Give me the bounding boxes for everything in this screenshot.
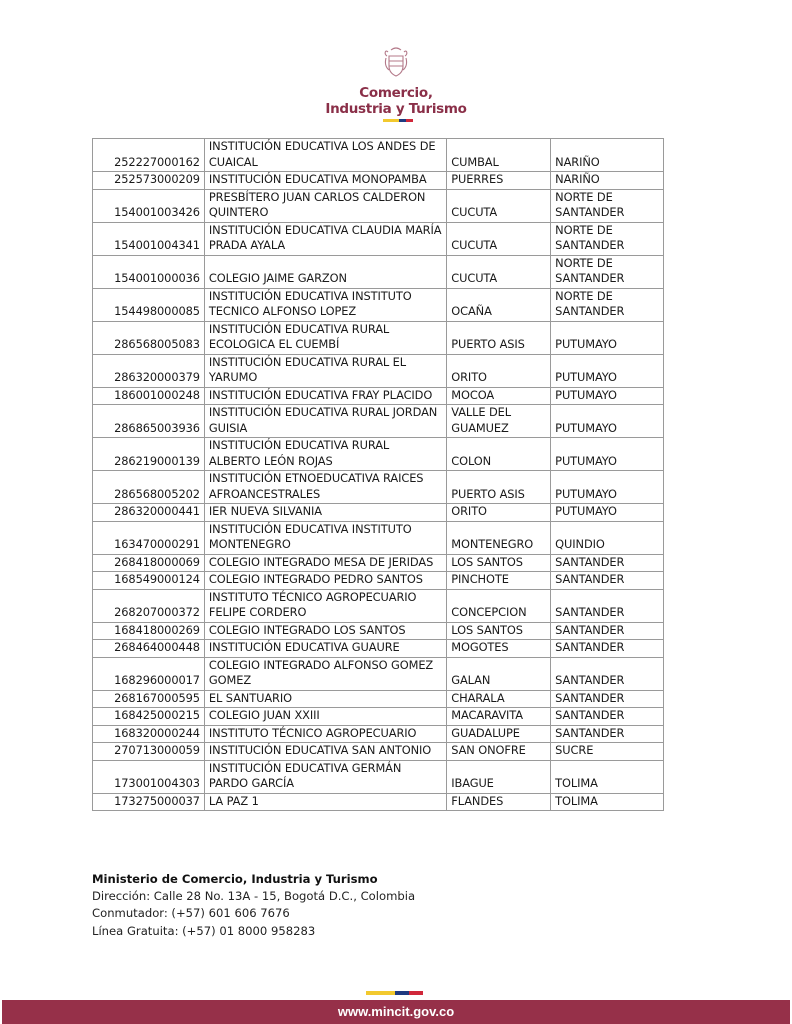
school-name: COLEGIO INTEGRADO ALFONSO GOMEZ GOMEZ: [204, 657, 446, 690]
school-name: INSTITUCIÓN ETNOEDUCATIVA RAICES AFROANCESTRALES: [204, 471, 446, 504]
school-code: 252573000209: [93, 172, 205, 190]
school-code: 286320000441: [93, 504, 205, 522]
table-row: [93, 572, 664, 590]
municipality: LOS SANTOS: [447, 622, 551, 640]
table-row: [93, 725, 664, 743]
department: TOLIMA: [551, 760, 664, 793]
table-row: [93, 354, 664, 387]
school-code: 268464000448: [93, 640, 205, 658]
municipality: ORITO: [447, 354, 551, 387]
municipality: MOCOA: [447, 387, 551, 405]
municipality: GUADALUPE: [447, 725, 551, 743]
school-code: 286219000139: [93, 438, 205, 471]
header-logo: [0, 0, 792, 130]
school-name: INSTITUCIÓN EDUCATIVA INSTITUTO TECNICO ALFONSO LOPEZ: [204, 288, 446, 321]
municipality: CONCEPCION: [447, 589, 551, 622]
table-row: [93, 554, 664, 572]
school-name: INSTITUCIÓN EDUCATIVA MONOPAMBA: [204, 172, 446, 190]
municipality: PUERTO ASIS: [447, 471, 551, 504]
department: SANTANDER: [551, 657, 664, 690]
municipality: CUCUTA: [447, 222, 551, 255]
school-code: 168425000215: [93, 708, 205, 726]
municipality: PINCHOTE: [447, 572, 551, 590]
municipality: IBAGUE: [447, 760, 551, 793]
school-code: 168296000017: [93, 657, 205, 690]
footer-flag-yellow: [366, 991, 395, 995]
table-row: [93, 793, 664, 811]
department: PUTUMAYO: [551, 471, 664, 504]
footer-bar: [2, 1000, 790, 1024]
school-code: 154498000085: [93, 288, 205, 321]
school-name: INSTITUTO TÉCNICO AGROPECUARIO FELIPE CORDERO: [204, 589, 446, 622]
table-row: [93, 760, 664, 793]
school-code: 286568005083: [93, 321, 205, 354]
school-code: 286320000379: [93, 354, 205, 387]
footer-contact: [92, 871, 415, 940]
school-name: INSTITUCIÓN EDUCATIVA LOS ANDES DE CUAICAL: [204, 139, 446, 172]
footer-flag-red: [409, 991, 423, 995]
table-row: [93, 521, 664, 554]
department: PUTUMAYO: [551, 438, 664, 471]
school-code: 268207000372: [93, 589, 205, 622]
municipality: SAN ONOFRE: [447, 743, 551, 761]
school-name: INSTITUCIÓN EDUCATIVA SAN ANTONIO: [204, 743, 446, 761]
municipality: GALAN: [447, 657, 551, 690]
department: SANTANDER: [551, 708, 664, 726]
website-link[interactable]: www.mincit.gov.co: [337, 1004, 455, 1019]
department: SUCRE: [551, 743, 664, 761]
school-name: INSTITUCIÓN EDUCATIVA RURAL ALBERTO LEÓN ROJAS: [204, 438, 446, 471]
department: PUTUMAYO: [551, 504, 664, 522]
school-code: 186001000248: [93, 387, 205, 405]
department: SANTANDER: [551, 554, 664, 572]
school-name: LA PAZ 1: [204, 793, 446, 811]
school-code: 168320000244: [93, 725, 205, 743]
table-row: [93, 321, 664, 354]
school-code: 154001003426: [93, 189, 205, 222]
schools-table: [92, 138, 664, 811]
address: Dirección: Calle 28 No. 13A - 15, Bogotá D.C., Colombia: [92, 889, 416, 904]
department: SANTANDER: [551, 589, 664, 622]
school-name: INSTITUCIÓN EDUCATIVA FRAY PLACIDO: [204, 387, 446, 405]
flag-stripe-red: [406, 119, 413, 122]
table-row: [93, 504, 664, 522]
table-row: [93, 622, 664, 640]
department: PUTUMAYO: [551, 405, 664, 438]
school-code: 268167000595: [93, 690, 205, 708]
municipality: LOS SANTOS: [447, 554, 551, 572]
table-row: [93, 189, 664, 222]
school-name: COLEGIO JUAN XXIII: [204, 708, 446, 726]
department: NARIÑO: [551, 139, 664, 172]
municipality: MONTENEGRO: [447, 521, 551, 554]
table-row: [93, 708, 664, 726]
municipality: ORITO: [447, 504, 551, 522]
table-row: [93, 288, 664, 321]
school-name: INSTITUCIÓN EDUCATIVA GUAURE: [204, 640, 446, 658]
municipality: COLON: [447, 438, 551, 471]
brand-name-line2: Industria y Turismo: [325, 101, 467, 117]
flag-stripe-blue: [399, 119, 406, 122]
school-code: 168549000124: [93, 572, 205, 590]
department: QUINDIO: [551, 521, 664, 554]
table-row: [93, 589, 664, 622]
brand-name-line1: Comercio,: [359, 85, 433, 101]
school-name: INSTITUTO TÉCNICO AGROPECUARIO: [204, 725, 446, 743]
school-name: COLEGIO INTEGRADO MESA DE JERIDAS: [204, 554, 446, 572]
department: PUTUMAYO: [551, 321, 664, 354]
department: SANTANDER: [551, 640, 664, 658]
municipality: VALLE DEL GUAMUEZ: [447, 405, 551, 438]
school-name: INSTITUCIÓN EDUCATIVA RURAL EL YARUMO: [204, 354, 446, 387]
school-name: COLEGIO INTEGRADO LOS SANTOS: [204, 622, 446, 640]
school-code: 173275000037: [93, 793, 205, 811]
municipality: PUERTO ASIS: [447, 321, 551, 354]
department: PUTUMAYO: [551, 354, 664, 387]
school-code: 154001004341: [93, 222, 205, 255]
school-name: INSTITUCIÓN EDUCATIVA RURAL JORDAN GUISIA: [204, 405, 446, 438]
department: NARIÑO: [551, 172, 664, 190]
department: SANTANDER: [551, 690, 664, 708]
municipality: CUCUTA: [447, 255, 551, 288]
table-row: [93, 640, 664, 658]
school-code: 173001004303: [93, 760, 205, 793]
municipality: CUMBAL: [447, 139, 551, 172]
municipality: OCAÑA: [447, 288, 551, 321]
municipality: CHARALA: [447, 690, 551, 708]
school-name: IER NUEVA SILVANIA: [204, 504, 446, 522]
table-row: [93, 172, 664, 190]
department: SANTANDER: [551, 725, 664, 743]
school-code: 286568005202: [93, 471, 205, 504]
coat-of-arms-icon: [382, 46, 410, 78]
department: NORTE DE SANTANDER: [551, 288, 664, 321]
switchboard-phone: Conmutador: (+57) 601 606 7676: [92, 906, 290, 921]
table-row: [93, 438, 664, 471]
department: NORTE DE SANTANDER: [551, 255, 664, 288]
school-name: INSTITUCIÓN EDUCATIVA INSTITUTO MONTENEGRO: [204, 521, 446, 554]
ministry-name: Ministerio de Comercio, Industria y Turismo: [92, 872, 378, 886]
table-row: [93, 255, 664, 288]
table-row: [93, 139, 664, 172]
school-code: 168418000269: [93, 622, 205, 640]
municipality: CUCUTA: [447, 189, 551, 222]
school-name: PRESBÍTERO JUAN CARLOS CALDERON QUINTERO: [204, 189, 446, 222]
municipality: PUERRES: [447, 172, 551, 190]
school-code: 270713000059: [93, 743, 205, 761]
footer-flag-blue: [395, 991, 409, 995]
flag-stripe-yellow: [383, 119, 399, 122]
school-code: 163470000291: [93, 521, 205, 554]
school-code: 268418000069: [93, 554, 205, 572]
department: SANTANDER: [551, 572, 664, 590]
table-row: [93, 471, 664, 504]
school-name: COLEGIO INTEGRADO PEDRO SANTOS: [204, 572, 446, 590]
school-name: INSTITUCIÓN EDUCATIVA GERMÁN PARDO GARCÍA: [204, 760, 446, 793]
school-name: INSTITUCIÓN EDUCATIVA RURAL ECOLOGICA EL CUEMBÍ: [204, 321, 446, 354]
municipality: MACARAVITA: [447, 708, 551, 726]
department: PUTUMAYO: [551, 387, 664, 405]
toll-free-phone: Línea Gratuita: (+57) 01 8000 958283: [92, 923, 316, 938]
department: TOLIMA: [551, 793, 664, 811]
department: SANTANDER: [551, 622, 664, 640]
municipality: FLANDES: [447, 793, 551, 811]
department: NORTE DE SANTANDER: [551, 222, 664, 255]
school-name: INSTITUCIÓN EDUCATIVA CLAUDIA MARÍA PRADA AYALA: [204, 222, 446, 255]
school-name: EL SANTUARIO: [204, 690, 446, 708]
table-row: [93, 387, 664, 405]
table-row: [93, 743, 664, 761]
school-code: 286865003936: [93, 405, 205, 438]
school-code: 252227000162: [93, 139, 205, 172]
table-row: [93, 405, 664, 438]
table-row: [93, 222, 664, 255]
table-row: [93, 690, 664, 708]
table-row: [93, 657, 664, 690]
school-name: COLEGIO JAIME GARZON: [204, 255, 446, 288]
school-code: 154001000036: [93, 255, 205, 288]
department: NORTE DE SANTANDER: [551, 189, 664, 222]
municipality: MOGOTES: [447, 640, 551, 658]
